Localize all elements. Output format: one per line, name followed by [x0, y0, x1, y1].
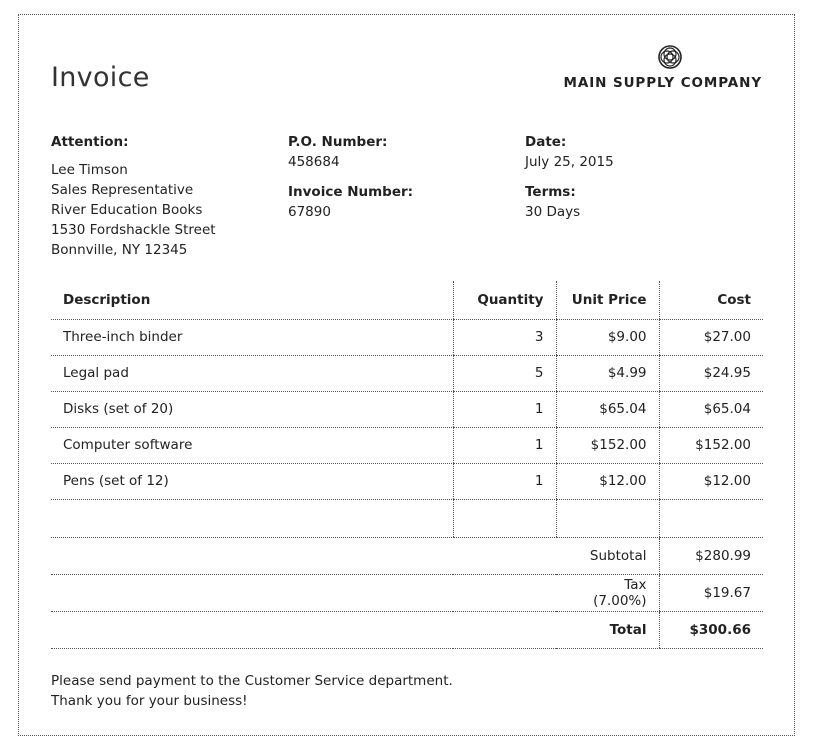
terms-label: Terms: [525, 184, 576, 200]
company-logo-icon [657, 44, 683, 70]
item-quantity: 1 [453, 463, 556, 499]
invoice-number-value: 67890 [288, 204, 331, 220]
item-cost: $65.04 [659, 391, 763, 427]
item-cost: $24.95 [659, 355, 763, 391]
terms-value: 30 Days [525, 204, 581, 220]
item-quantity: 3 [453, 319, 556, 355]
date-block [525, 132, 614, 222]
table-row [51, 319, 763, 355]
item-unit-price: $152.00 [556, 427, 659, 463]
attention-line-city: Bonnville, NY 12345 [51, 242, 188, 258]
attention-label: Attention: [51, 134, 129, 150]
item-unit-price: $9.00 [556, 319, 659, 355]
item-quantity: 1 [453, 427, 556, 463]
page-title: Invoice [51, 62, 150, 93]
table-row [51, 355, 763, 391]
subtotal-label: Subtotal [556, 537, 659, 574]
line-items-table [51, 281, 763, 649]
invoice-number-label: Invoice Number: [288, 184, 414, 200]
date-value: July 25, 2015 [525, 154, 614, 170]
table-row [51, 427, 763, 463]
subtotal-value: $280.99 [659, 537, 763, 574]
column-header-unit-price: Unit Price [556, 281, 659, 319]
item-description: Disks (set of 20) [51, 391, 453, 427]
item-unit-price: $12.00 [556, 463, 659, 499]
tax-value: $19.67 [659, 574, 763, 611]
attention-block [51, 132, 216, 260]
item-quantity: 1 [453, 391, 556, 427]
item-cost: $27.00 [659, 319, 763, 355]
item-cost: $152.00 [659, 427, 763, 463]
item-cost: $12.00 [659, 463, 763, 499]
column-header-cost: Cost [659, 281, 763, 319]
total-value: $300.66 [659, 611, 763, 648]
item-description: Three-inch binder [51, 319, 453, 355]
table-row-empty [51, 499, 763, 537]
item-description: Pens (set of 12) [51, 463, 453, 499]
po-block [288, 132, 413, 222]
po-number-value: 458684 [288, 154, 340, 170]
total-row [51, 611, 763, 648]
item-unit-price: $4.99 [556, 355, 659, 391]
payment-instruction: Please send payment to the Customer Service department. [51, 673, 453, 689]
table-row [51, 463, 763, 499]
po-number-label: P.O. Number: [288, 134, 388, 150]
subtotal-row [51, 537, 763, 574]
date-label: Date: [525, 134, 567, 150]
attention-line-company: River Education Books [51, 202, 203, 218]
item-description: Legal pad [51, 355, 453, 391]
tax-row [51, 574, 763, 611]
table-header-row [51, 281, 763, 319]
attention-line-title: Sales Representative [51, 182, 194, 198]
tax-label: Tax (7.00%) [556, 574, 659, 611]
attention-line-street: 1530 Fordshackle Street [51, 222, 216, 238]
company-name: MAIN SUPPLY COMPANY [563, 75, 762, 91]
table-row [51, 391, 763, 427]
column-header-description: Description [51, 281, 453, 319]
column-header-quantity: Quantity [453, 281, 556, 319]
thank-you-note: Thank you for your business! [51, 693, 248, 709]
attention-line-name: Lee Timson [51, 162, 128, 178]
total-label: Total [556, 611, 659, 648]
item-unit-price: $65.04 [556, 391, 659, 427]
item-quantity: 5 [453, 355, 556, 391]
item-description: Computer software [51, 427, 453, 463]
payment-note [51, 671, 453, 711]
